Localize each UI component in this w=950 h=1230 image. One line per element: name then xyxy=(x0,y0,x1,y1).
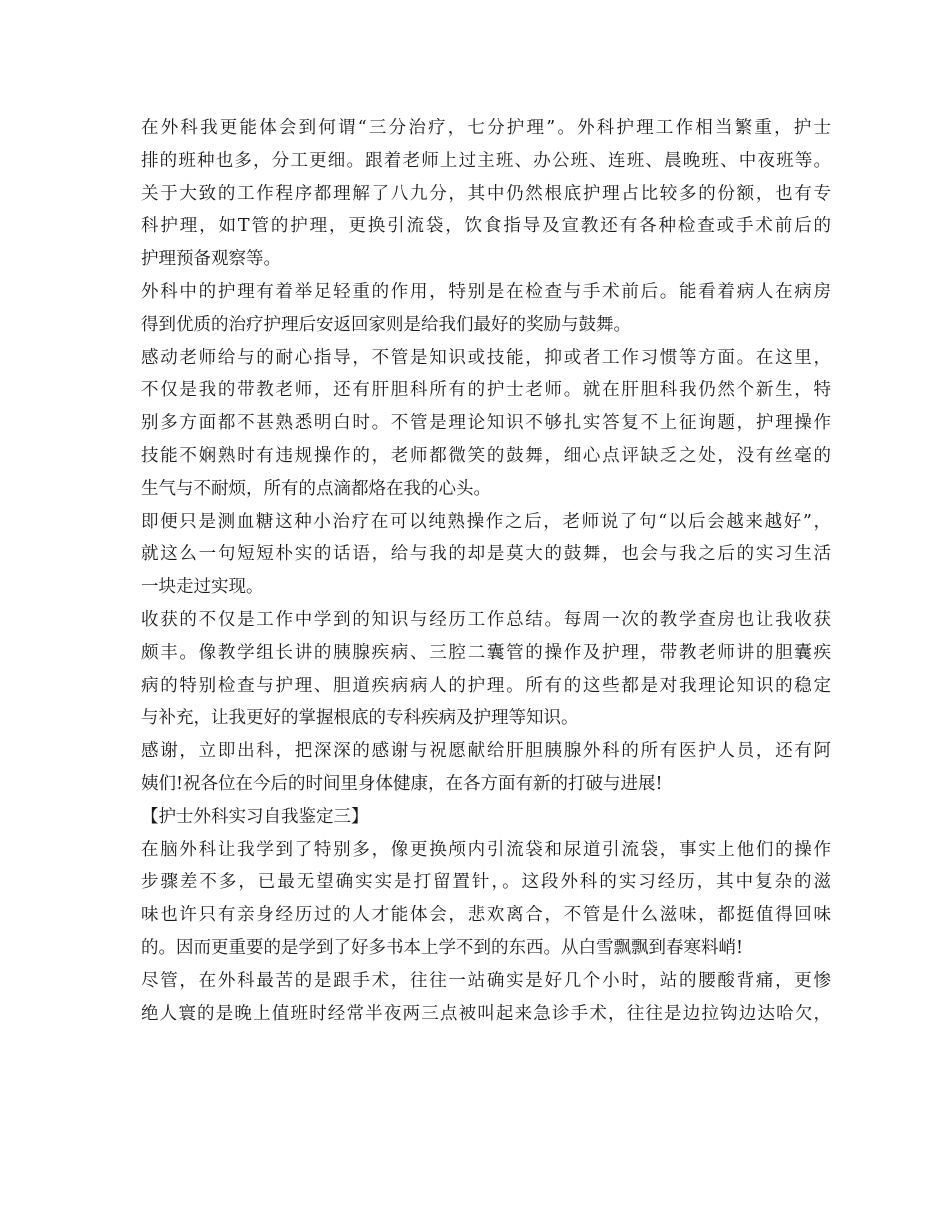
text-line: 即便只是测血糖这种小治疗在可以纯熟操作之后，老师说了句“以后会越来越好”， xyxy=(141,511,831,532)
text-line: 护理预备观察等。 xyxy=(141,249,281,270)
text-line: 技能不娴熟时有违规操作的，老师都微笑的鼓舞，细心点评缺乏之处，没有丝毫的 xyxy=(141,445,831,466)
text-line: 科护理，如T管的护理，更换引流袋，饮食指导及宣教还有各种检查或手术前后的 xyxy=(141,216,831,237)
text-line: 感动老师给与的耐心指导，不管是知识或技能，抑或者工作习惯等方面。在这里， xyxy=(141,347,831,368)
text-line: 一块走过实现。 xyxy=(141,577,264,598)
document-body xyxy=(141,112,831,1030)
text-line: 步骤差不多，已最无望确实实是打留置针，。这段外科的实习经历，其中复杂的滋 xyxy=(141,872,831,893)
text-line: 生气与不耐烦，所有的点滴都烙在我的心头。 xyxy=(141,478,491,499)
text-line: 姨们!祝各位在今后的时间里身体健康，在各方面有新的打破与进展! xyxy=(141,773,663,794)
text-line: 尽管，在外科最苦的是跟手术，往往一站确实是好几个小时，站的腰酸背痛，更惨 xyxy=(141,970,831,991)
section-heading: 【护士外科实习自我鉴定三】 xyxy=(141,806,369,827)
text-line: 不仅是我的带教老师，还有肝胆科所有的护士老师。就在肝胆科我仍然个新生，特 xyxy=(141,380,831,401)
text-line: 绝人寰的是晚上值班时经常半夜两三点被叫起来急诊手术，往往是边拉钩边达哈欠， xyxy=(141,1003,831,1024)
text-line: 就这么一句短短朴实的话语，给与我的却是莫大的鼓舞，也会与我之后的实习生活 xyxy=(141,544,831,565)
text-line: 得到优质的治疗护理后安返回家则是给我们最好的奖励与鼓舞。 xyxy=(141,314,631,335)
text-line: 颇丰。像教学组长讲的胰腺疾病、三腔二囊管的操作及护理，带教老师讲的胆囊疾 xyxy=(141,642,831,663)
text-line: 排的班种也多，分工更细。跟着老师上过主班、办公班、连班、晨晚班、中夜班等。 xyxy=(141,150,831,171)
text-line: 在脑外科让我学到了特别多，像更换颅内引流袋和尿道引流袋，事实上他们的操作 xyxy=(141,839,831,860)
text-line: 关于大致的工作程序都理解了八九分，其中仍然根底护理占比较多的份额，也有专 xyxy=(141,183,831,204)
text-line: 病的特别检查与护理、胆道疾病病人的护理。所有的这些都是对我理论知识的稳定 xyxy=(141,675,831,696)
text-line: 别多方面都不甚熟悉明白时。不管是理论知识不够扎实答复不上征询题，护理操作 xyxy=(141,413,831,434)
text-line: 在外科我更能体会到何谓“三分治疗，七分护理”。外科护理工作相当繁重，护士 xyxy=(141,118,831,138)
text-line: 感谢，立即出科，把深深的感谢与祝愿献给肝胆胰腺外科的所有医护人员，还有阿 xyxy=(141,741,831,762)
text-line: 味也许只有亲身经历过的人才能体会，悲欢离合，不管是什么滋味，都挺值得回味 xyxy=(141,905,831,926)
text-line: 的。因而更重要的是学到了好多书本上学不到的东西。从白雪飘飘到春寒料峭! xyxy=(141,937,744,958)
text-line: 收获的不仅是工作中学到的知识与经历工作总结。每周一次的教学查房也让我收获 xyxy=(141,609,831,630)
text-line: 与补充，让我更好的掌握根底的专科疾病及护理等知识。 xyxy=(141,708,579,729)
text-line: 外科中的护理有着举足轻重的作用，特别是在检查与手术前后。能看着病人在病房 xyxy=(141,281,831,302)
